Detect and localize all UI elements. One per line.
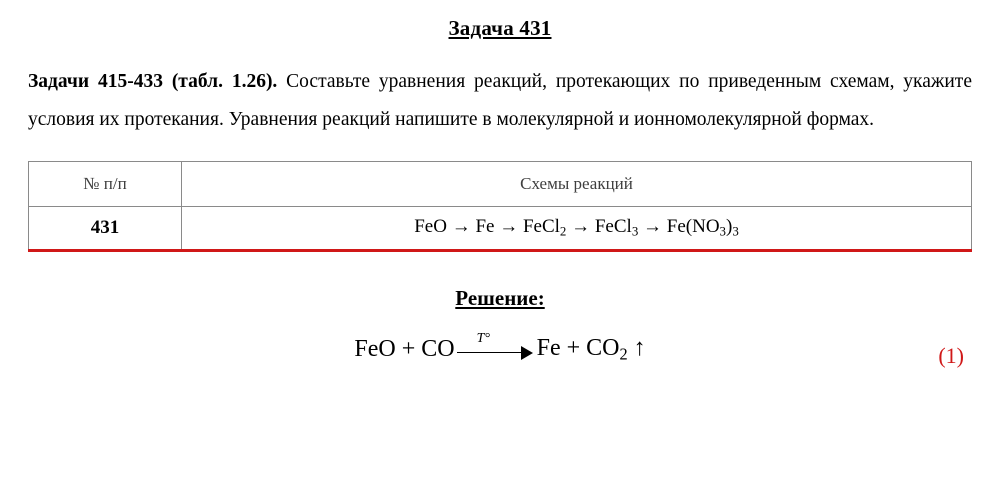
- scheme-species-fecl3-base: FeCl: [594, 216, 632, 238]
- red-underline-rule: [28, 249, 972, 252]
- reaction-arrow-line: [457, 352, 523, 354]
- table-header-number: № п/п: [29, 162, 182, 207]
- scheme-species-fecl2-base: FeCl: [522, 216, 560, 238]
- task-description-lead: Задачи 415-433 (табл. 1.26).: [28, 71, 278, 92]
- equation-1: [28, 330, 972, 365]
- scheme-species-fecl2-sub: 2: [559, 223, 567, 239]
- equation-left-side: FeO + CO: [354, 336, 455, 363]
- table-cell-number: 431: [29, 207, 182, 250]
- page-title: Задача 431: [448, 16, 552, 40]
- scheme-arrow-2: →: [499, 216, 519, 238]
- schemes-table: [28, 161, 972, 250]
- reaction-arrow-head: [521, 346, 533, 360]
- scheme-arrow-4: →: [643, 216, 663, 238]
- equation-right-main: Fe + CO: [536, 335, 620, 362]
- table-header-row: [29, 162, 972, 207]
- equation-number: (1): [938, 343, 964, 369]
- table-cell-scheme: [182, 207, 972, 250]
- table-header-schemes: Схемы реакций: [182, 162, 972, 207]
- equation-right-sub: 2: [619, 344, 628, 364]
- solution-heading: Решение:: [455, 286, 545, 311]
- scheme-arrow-1: →: [451, 216, 471, 238]
- reaction-arrow-label: T°: [476, 330, 490, 346]
- equation-right-side: [537, 335, 646, 365]
- scheme-species-fe-no3-3-paren: ): [726, 216, 733, 238]
- scheme-arrow-3: →: [571, 216, 591, 238]
- scheme-species-fecl2: [523, 216, 566, 237]
- schemes-table-wrapper: [28, 161, 972, 252]
- scheme-species-fe-no3-3-sub2: 3: [732, 223, 739, 239]
- reaction-arrow-icon: [457, 330, 535, 363]
- task-description-text: Составьте уравнения реакций, протекающих по приведенным схемам, укажите условия их протекания. Уравнения реакций напишите в молекулярной и ионномолекулярной формах.: [28, 71, 972, 131]
- scheme-species-fe-no3-3-sub1: 3: [719, 223, 726, 239]
- gas-up-arrow-icon: ↑: [633, 335, 646, 362]
- scheme-species-feo: FeO: [414, 216, 447, 238]
- equation-row: [28, 330, 972, 385]
- scheme-species-fecl3: [595, 216, 638, 237]
- document-page: [0, 16, 1000, 482]
- task-description: [28, 63, 972, 139]
- scheme-species-fe: Fe: [475, 216, 495, 238]
- scheme-species-fe-no3-3: [667, 216, 739, 237]
- table-row: [29, 207, 972, 250]
- scheme-species-fe-no3-3-base: Fe(NO: [666, 216, 720, 238]
- scheme-species-fecl3-sub: 3: [631, 223, 639, 239]
